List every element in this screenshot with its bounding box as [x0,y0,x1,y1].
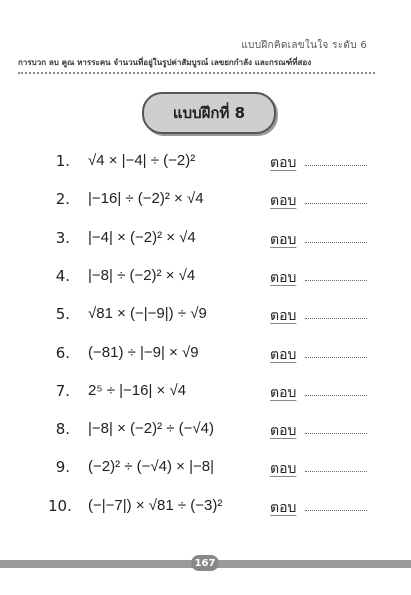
problem-expression: 2⁵ ÷ |−16| × √4 [88,381,187,399]
problem-row [0,190,411,214]
problem-expression: √4 × |−4| ÷ (−2)² [88,152,196,169]
problem-number: 6. [55,343,70,362]
answer-label: ตอบ [270,346,297,363]
answer-line[interactable] [305,165,367,166]
problem-row [0,267,411,291]
problem-number: 3. [55,228,70,247]
page-number: 167 [191,555,219,571]
answer-label: ตอบ [270,231,297,248]
problem-expression: (−|−7|) × √81 ÷ (−3)² [88,496,223,514]
answer-line[interactable] [305,395,367,396]
problem-number: 10. [48,496,72,515]
problem-row [0,305,411,329]
problem-number: 5. [55,305,70,324]
section-title-pill [142,92,276,134]
problem-number: 9. [55,458,70,477]
answer-label: ตอบ [270,193,297,210]
header-subtitle: การบวก ลบ คูณ หารระคน จำนวนที่อยู่ในรูปค่าสัมบูรณ์ เลขยกกำลัง และกรณฑ์ที่สอง [18,58,312,67]
problem-row [0,458,411,482]
answer-line[interactable] [305,280,367,281]
answer-label: ตอบ [270,384,297,401]
answer-line[interactable] [305,510,367,511]
answer-line[interactable] [305,433,367,434]
problem-number: 1. [55,152,70,170]
problem-expression: |−16| ÷ (−2)² × √4 [88,190,204,208]
answer-label: ตอบ [270,269,297,286]
problem-expression: (−81) ÷ |−9| × √9 [88,343,199,361]
answer-line[interactable] [305,357,367,358]
problem-row [0,382,411,406]
problem-number: 2. [55,190,70,209]
answer-label: ตอบ [270,308,297,325]
answer-line[interactable] [305,203,367,204]
section-title: แบบฝึกที่ 8 [172,104,246,122]
answer-label: ตอบ [270,461,297,478]
answer-line[interactable] [305,471,367,472]
problem-row [0,497,411,521]
problem-expression: (−2)² ÷ (−√4) × |−8| [88,458,214,476]
problem-expression: √81 × (−|−9|) ÷ √9 [88,305,207,323]
problem-number: 4. [55,266,70,285]
problem-expression: |−4| × (−2)² × √4 [88,228,196,246]
header-title: แบบฝึกคิดเลขในใจ ระดับ 6 [241,40,367,51]
answer-label: ตอบ [270,155,297,171]
answer-label: ตอบ [270,499,297,516]
problem-expression: |−8| × (−2)² ÷ (−√4) [88,420,214,438]
problem-row [0,420,411,444]
problem-number: 8. [55,420,70,439]
problem-row [0,229,411,253]
problem-row [0,344,411,368]
answer-line[interactable] [305,318,367,319]
problem-expression: |−8| ÷ (−2)² × √4 [88,266,196,284]
answer-line[interactable] [305,242,367,243]
answer-label: ตอบ [270,423,297,440]
dotted-divider [18,72,375,74]
problem-number: 7. [55,381,70,400]
problem-row [0,152,411,176]
